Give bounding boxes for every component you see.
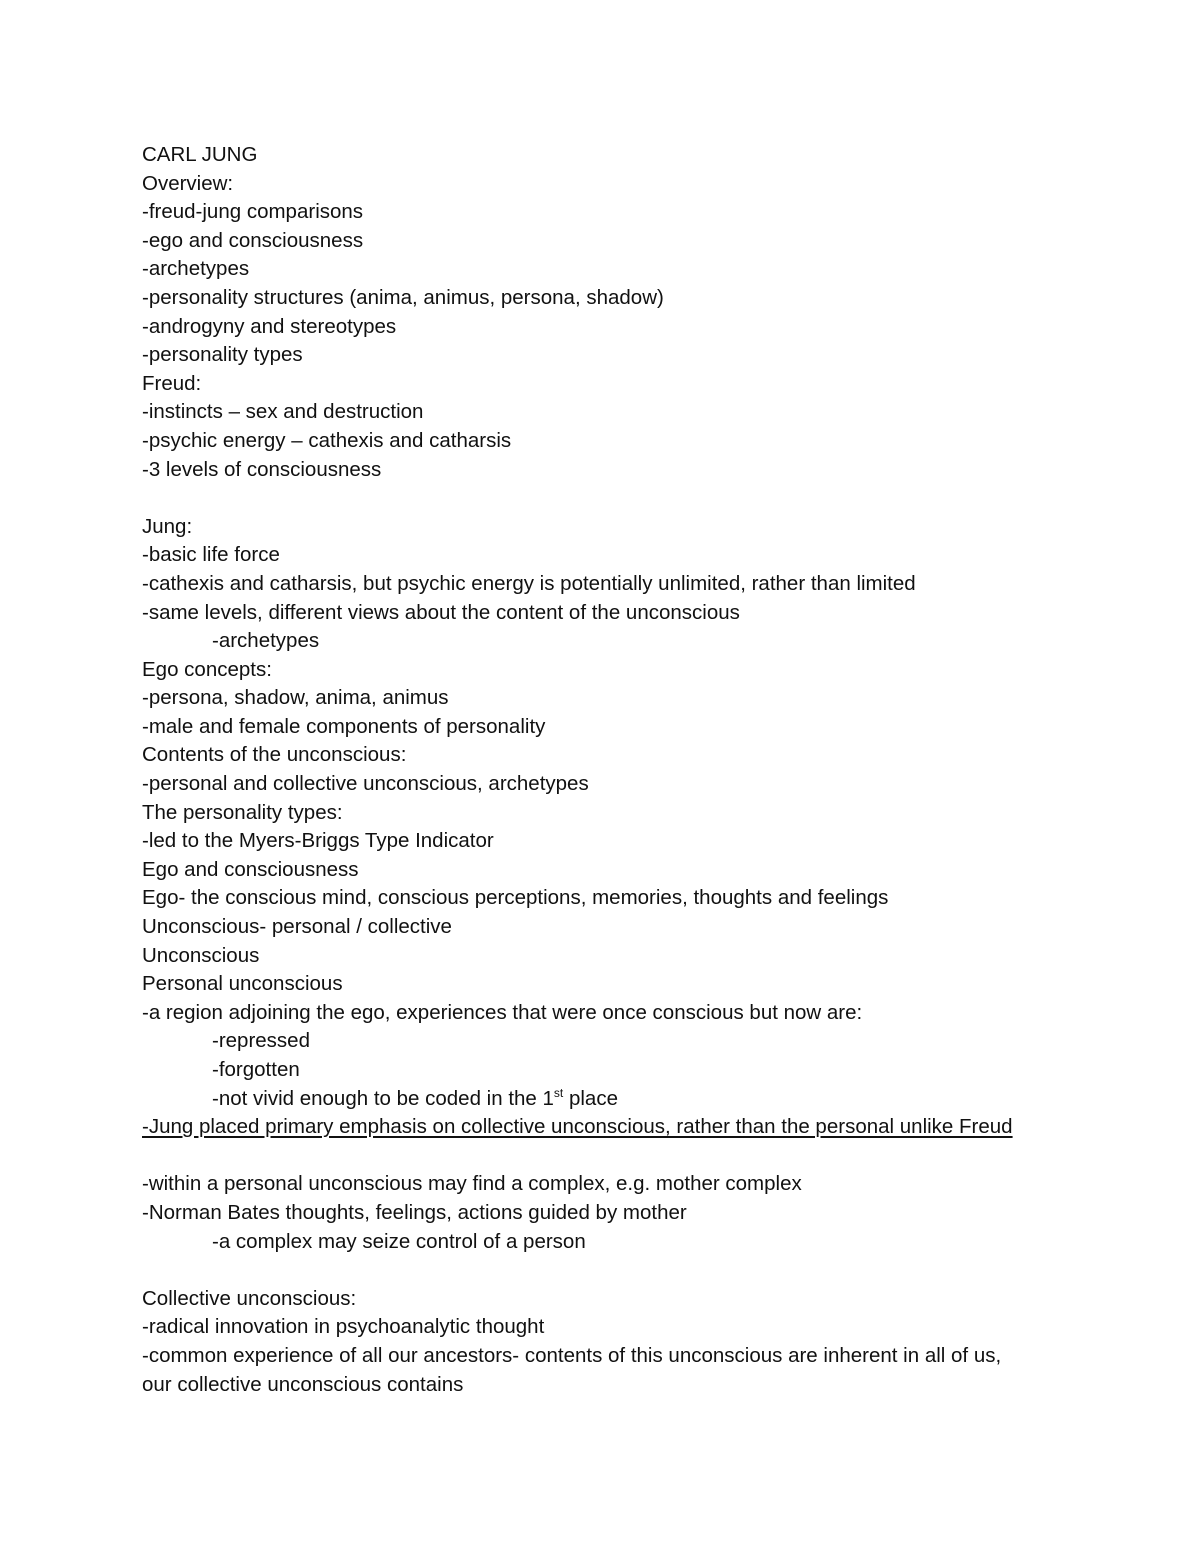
section-heading: Collective unconscious: <box>142 1286 357 1310</box>
indented-line: -forgotten <box>212 1058 300 1081</box>
text-line: -instincts – sex and destruction <box>142 400 424 424</box>
section-heading: Freud: <box>142 371 202 395</box>
ordinal-superscript: st <box>553 1085 564 1100</box>
section-heading: The personality types: <box>142 800 343 824</box>
indented-line: -repressed <box>212 1029 310 1053</box>
text-line: Overview: <box>142 171 234 195</box>
text-line: -3 levels of consciousness <box>142 457 382 481</box>
text-line: -freud-jung comparisons <box>142 200 364 224</box>
section-heading: Contents of the unconscious: <box>142 743 407 767</box>
text-line: Ego- the conscious mind, conscious perceptions, memories, thoughts and feelings <box>142 886 889 910</box>
text-line: -ego and consciousness <box>142 228 364 252</box>
text-line: -male and female components of personality <box>142 714 546 738</box>
text-line: -personal and collective unconscious, archetypes <box>142 772 589 796</box>
document-body <box>142 141 1082 1399</box>
section-heading: Ego concepts: <box>142 657 272 681</box>
text-line: -archetypes <box>142 257 250 281</box>
text-line: -Norman Bates thoughts, feelings, actions guided by mother <box>142 1200 687 1224</box>
section-heading: Unconscious <box>142 943 260 967</box>
section-heading: Ego and consciousness <box>142 857 359 881</box>
blank-line <box>142 1256 1082 1285</box>
underlined-emphasis-line: -Jung placed primary emphasis on collective unconscious, rather than the personal unlike Freud <box>142 1115 1013 1139</box>
text-line: our collective unconscious contains <box>142 1372 464 1396</box>
blank-line <box>142 1142 1082 1171</box>
indented-line <box>142 1085 1082 1114</box>
text-line: -psychic energy – cathexis and catharsis <box>142 428 512 452</box>
text-line: -same levels, different views about the content of the unconscious <box>142 600 740 624</box>
text-line: -androgyny and stereotypes <box>142 314 397 338</box>
text-line: -led to the Myers-Briggs Type Indicator <box>142 829 494 853</box>
text-line: -radical innovation in psychoanalytic thought <box>142 1315 545 1339</box>
text-line: Unconscious- personal / collective <box>142 915 452 939</box>
section-heading: Jung: <box>142 514 193 538</box>
text-line: -a region adjoining the ego, experiences that were once conscious but now are: <box>142 1000 863 1024</box>
text-line: -basic life force <box>142 543 280 567</box>
text-line: -within a personal unconscious may find a complex, e.g. mother complex <box>142 1172 802 1196</box>
blank-line <box>142 484 1082 513</box>
section-heading: Personal unconscious <box>142 972 343 996</box>
vivid-line-before: -not vivid enough to be coded in the 1 <box>212 1086 554 1110</box>
vivid-line-after: place <box>563 1086 618 1110</box>
indented-line: -a complex may seize control of a person <box>212 1229 586 1253</box>
text-line: -cathexis and catharsis, but psychic energy is potentially unlimited, rather than limited <box>142 571 916 595</box>
text-line: -personality types <box>142 343 303 367</box>
document-title: CARL JUNG <box>142 143 258 166</box>
text-line: -common experience of all our ancestors- contents of this unconscious are inherent in all of us, <box>142 1343 1002 1367</box>
text-line: -persona, shadow, anima, animus <box>142 686 449 710</box>
indented-line: -archetypes <box>212 629 320 653</box>
text-line: -personality structures (anima, animus, persona, shadow) <box>142 285 664 309</box>
